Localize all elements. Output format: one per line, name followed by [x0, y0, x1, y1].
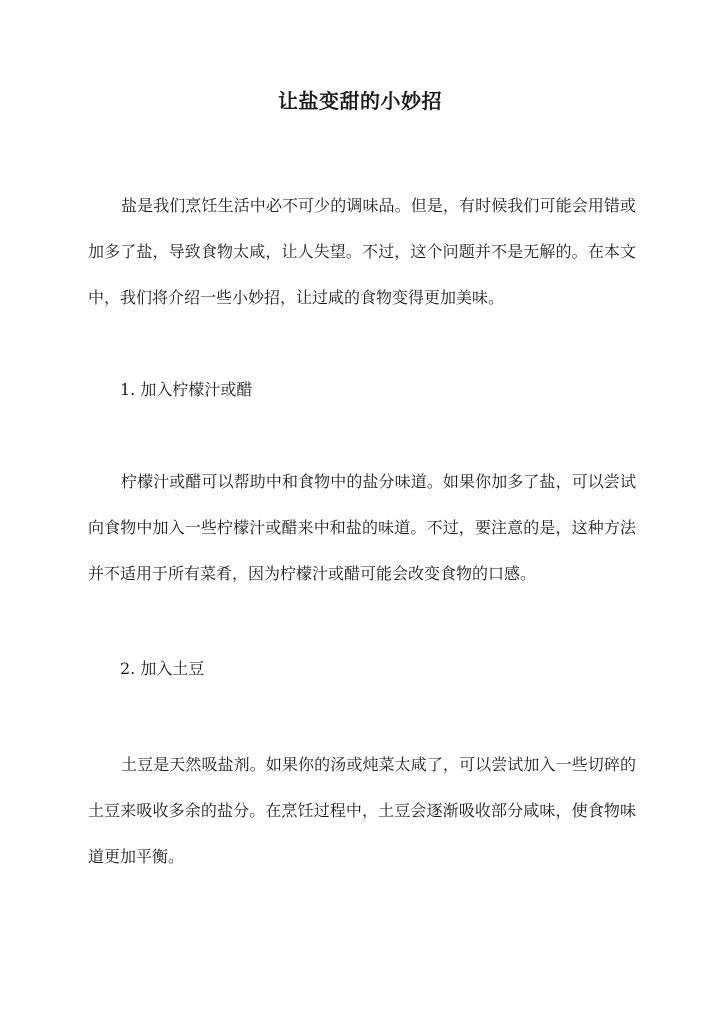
document-title: 让盐变甜的小妙招 — [278, 89, 442, 113]
section-body-potato: 土豆是天然吸盐剂。如果你的汤或炖菜太咸了，可以尝试加入一些切碎的土豆来吸收多余的盐分。在烹饪过程中，土豆会逐渐吸收部分咸味，使食物味道更加平衡。 — [88, 755, 636, 866]
section-body-lemon-vinegar: 柠檬汁或醋可以帮助中和食物中的盐分味道。如果你加多了盐，可以尝试向食物中加入一些柠檬汁或醋来中和盐的味道。不过，要注意的是，这种方法并不适用于所有菜肴，因为柠檬汁或醋可能会改变食物的口感。 — [88, 472, 636, 583]
intro-paragraph: 盐是我们烹饪生活中必不可少的调味品。但是，有时候我们可能会用错或加多了盐，导致食物太咸，让人失望。不过，这个问题并不是无解的。在本文中，我们将介绍一些小妙招，让过咸的食物变得更加美味。 — [88, 196, 636, 307]
section-heading-lemon-vinegar: 1. 加入柠檬汁或醋 — [120, 380, 253, 399]
section-heading-potato: 2. 加入土豆 — [120, 659, 205, 678]
